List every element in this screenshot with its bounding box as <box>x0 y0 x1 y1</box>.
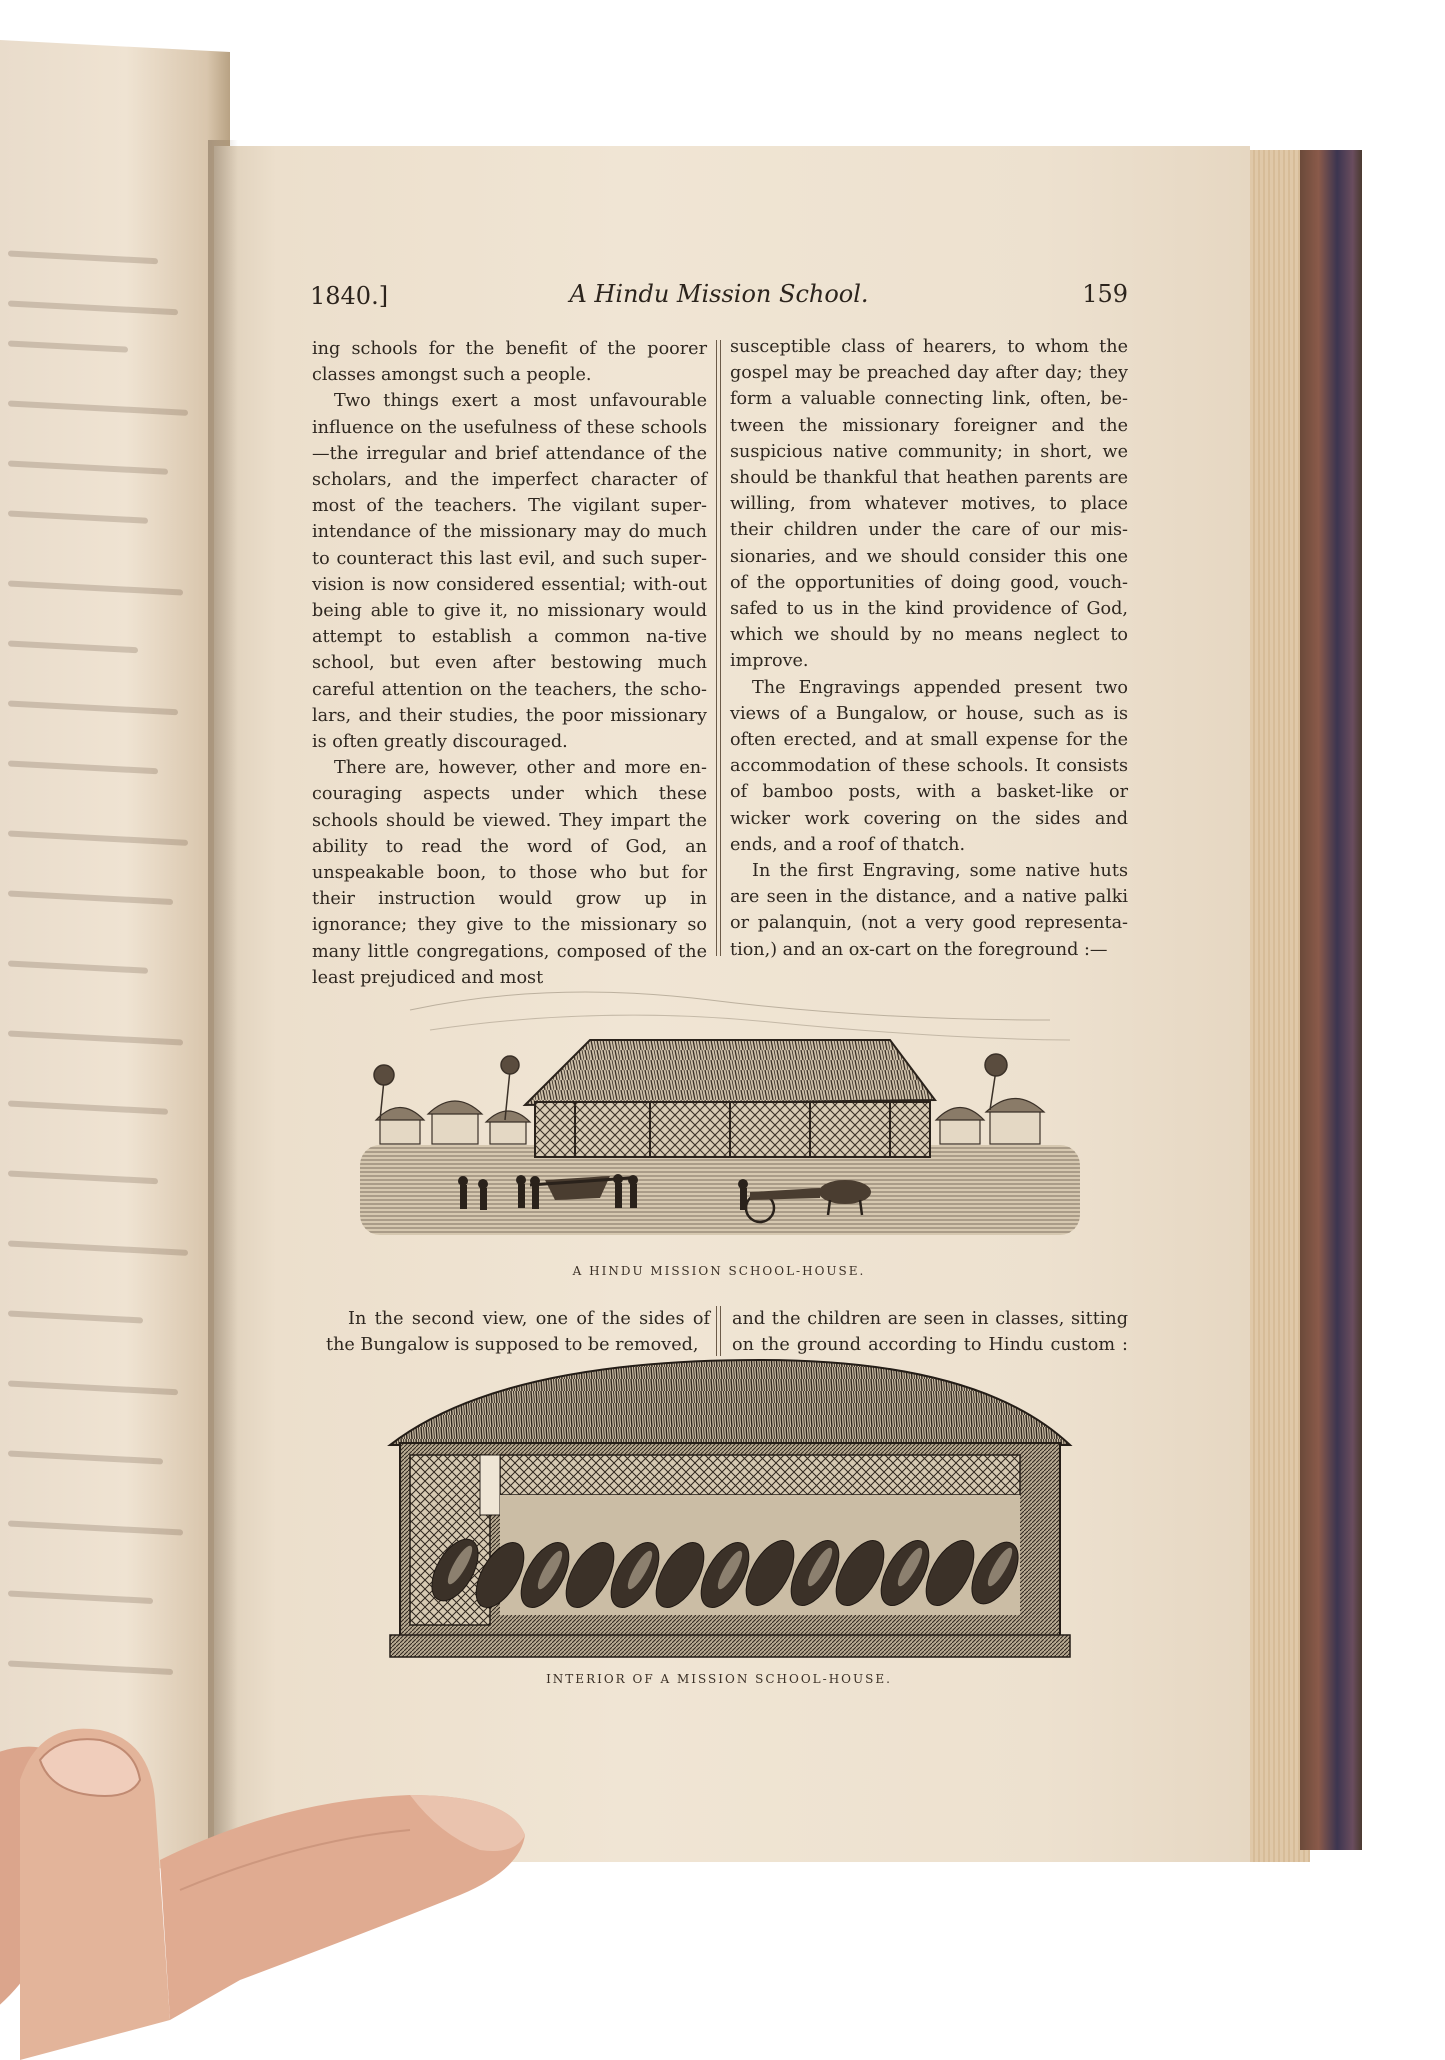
holding-hand <box>0 1720 580 2060</box>
column-rule <box>716 340 721 956</box>
page-number: 159 <box>1082 280 1128 308</box>
paragraph: ing schools for the benefit of the poorer classes amongst such a people. <box>312 339 707 386</box>
marbled-cover-edge <box>1300 150 1362 1850</box>
left-page <box>0 40 230 1872</box>
column-rule <box>716 1306 721 1356</box>
paragraph: In the first Engraving, some native huts are seen in the distance, and a native palki or palanquin, (not a very good representa-tion,) and an ox-cart on the foreground :— <box>730 861 1128 960</box>
paragraph: susceptible class of hearers, to whom the gospel may be preached day after day; they form a valuable connecting link, often, be-tween the missionary foreigner and the suspicious native community; in short, we should be thankful that heathen parents are willing, from whatever motives, to place their children under the care of our mis-sionaries, and we should consider this one of the opportunities of doing good, vouch-safed to us in the kind providence of God, which we should by no means neglect to improve. <box>730 337 1128 672</box>
page-gutter-shadow <box>208 140 238 1870</box>
header-title: A Hindu Mission School. <box>569 280 869 308</box>
engraving-school-house-interior <box>380 1355 1080 1670</box>
running-header <box>310 276 1128 316</box>
paragraph: In the second view, one of the sides of the Bungalow is supposed to be removed, <box>326 1309 710 1356</box>
engraving-caption-2: INTERIOR OF A MISSION SCHOOL-HOUSE. <box>546 1672 892 1686</box>
text-column-left <box>312 336 707 991</box>
text-between-left <box>326 1306 710 1358</box>
paragraph: The Engravings appended present two views of a Bungalow, or house, such as is often erected, and at small expense for the accommodation of these schools. It consists of bamboo posts, with a basket-like or wicker work covering on the sides and ends, and a roof of thatch. <box>730 677 1128 855</box>
text-column-right <box>730 334 1128 963</box>
engraving-school-house-exterior <box>350 970 1090 1260</box>
header-year: 1840.] <box>310 282 389 310</box>
paragraph: Two things exert a most unfavourable influence on the usefulness of these schools —the irregular and brief attendance of the scholars, and the imperfect character of most of the teachers. The vigilant super-intendance of the missionary may do much to counteract this last evil, and such super-vision is now considered essential; with-out being able to give it, no missionary would attempt to establish a common na-tive school, but even after bestowing much careful attention on the teachers, the scho-lars, and their studies, the poor missionary is often greatly discouraged. <box>312 391 707 753</box>
paragraph: There are, however, other and more en-couraging aspects under which these schools should be viewed. They impart the ability to read the word of God, an unspeakable boon, to those who but for their instruction would grow up in ignorance; they give to the missionary so many little congregations, composed of the least prejudiced and most <box>312 758 707 988</box>
paragraph: and the children are seen in classes, sitting on the ground according to Hindu custom : <box>732 1309 1128 1356</box>
engraving-caption-1: A HINDU MISSION SCHOOL-HOUSE. <box>572 1264 866 1278</box>
